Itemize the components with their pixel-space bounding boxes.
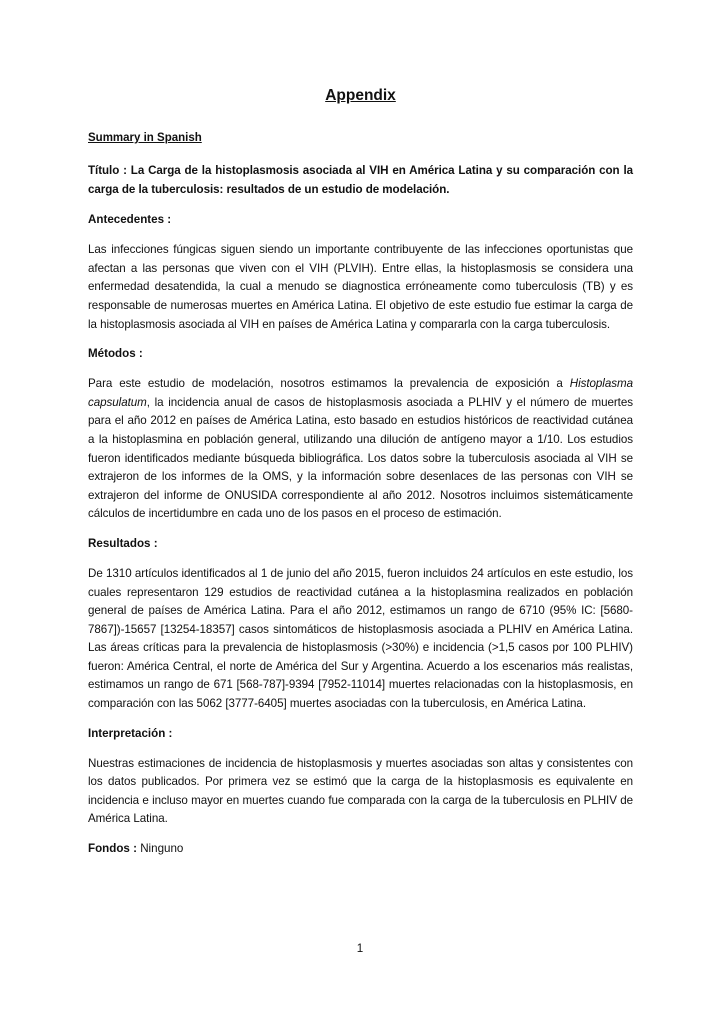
section-text-resultados: De 1310 artículos identificados al 1 de junio del año 2015, fueron incluidos 24 artículos en este estudio, los cuales representaron 129 estudios de reactividad cutánea a la histoplasmina realizados en población general de países de América Latina. Para el año 2012, estimamos un rango de 6710 (95% IC: [5680-7867])-15657 [13254-18357] casos sintomáticos de histoplasmosis asociada a PLHIV en América Latina. Las áreas críticas para la prevalencia de histoplasmosis (>30%) e incidencia (>1,5 casos por 100 PLHIV) fueron: América Central, el norte de América del Sur y Argentina. Acuerdo a los escenarios más realistas, estimamos un rango de 671 [568-787]-9394 [7952-11014] muertes relacionadas con la histoplasmosis, en comparación con las 5062 [3777-6405] muertes asociadas con la tuberculosis, en América Latina. (88, 566, 633, 711)
metodos-text-part1: Para este estudio de modelación, nosotros estimamos la prevalencia de exposición a (88, 377, 570, 391)
metodos-text-part2: , la incidencia anual de casos de histoplasmosis asociada a PLHIV y el número de muertes para el año 2012 en países de América Latina, esto basado en estudios históricos de reactividad cutánea a la histoplasmina en población general, utilizando una dilución de antígeno mayor a 1/10. Los estudios fueron identificados mediante búsqueda bibliográfica. Los datos sobre la tuberculosis asociada al VIH se extrajeron de los informes de la OMS, y la información sobre desenlaces de las personas con VIH se extrajeron del informe de ONUSIDA correspondiente al año 2012. Nosotros incluimos sistemáticamente cálculos de incertidumbre en cada uno de los pasos en el proceso de estimación. (88, 395, 633, 521)
title-text: La Carga de la histoplasmosis asociada al VIH en América Latina y su comparación con la carga de la tuberculosis: resultados de un estudio de modelación. (88, 164, 634, 196)
section-text-interpretacion: Nuestras estimaciones de incidencia de histoplasmosis y muertes asociadas son altas y consistentes con los datos publicados. Por primera vez se estimó que la carga de la histoplasmosis es equivalente en incidencia e incluso mayor en muertes cuando fue comparada con la carga de la tuberculosis en PLHIV de América Latina. (88, 756, 633, 826)
section-label-interpretacion: Interpretación : (88, 726, 173, 740)
section-label-metodos: Métodos : (88, 347, 143, 361)
metodos-species-name: Histoplasma capsulatum (88, 377, 633, 409)
section-text-metodos (88, 375, 633, 524)
page-number: 1 (356, 942, 364, 955)
document-page (88, 86, 633, 857)
fondos-label: Fondos : (88, 842, 137, 856)
fondos-line (88, 841, 633, 857)
summary-heading: Summary in Spanish (88, 132, 202, 144)
fondos-text: Ninguno (140, 842, 184, 856)
title-label: Título : (88, 164, 127, 177)
paper-title (88, 162, 633, 199)
section-text-antecedentes: Las infecciones fúngicas siguen siendo un importante contribuyente de las infecciones oportunistas que afectan a las personas que viven con el VIH (PLVIH). Entre ellas, la histoplasmosis se considera una enfermedad desatendida, la cual a menudo se diagnostica erróneamente como tuberculosis (TB) y es responsable de numerosas muertes en América Latina. El objetivo de este estudio fue estimar la carga de la histoplasmosis asociada al VIH en países de América Latina y compararla con la carga tuberculosis. (88, 243, 633, 331)
section-label-resultados: Resultados : (88, 536, 158, 550)
section-label-antecedentes: Antecedentes : (88, 213, 172, 227)
appendix-title: Appendix (325, 87, 396, 104)
